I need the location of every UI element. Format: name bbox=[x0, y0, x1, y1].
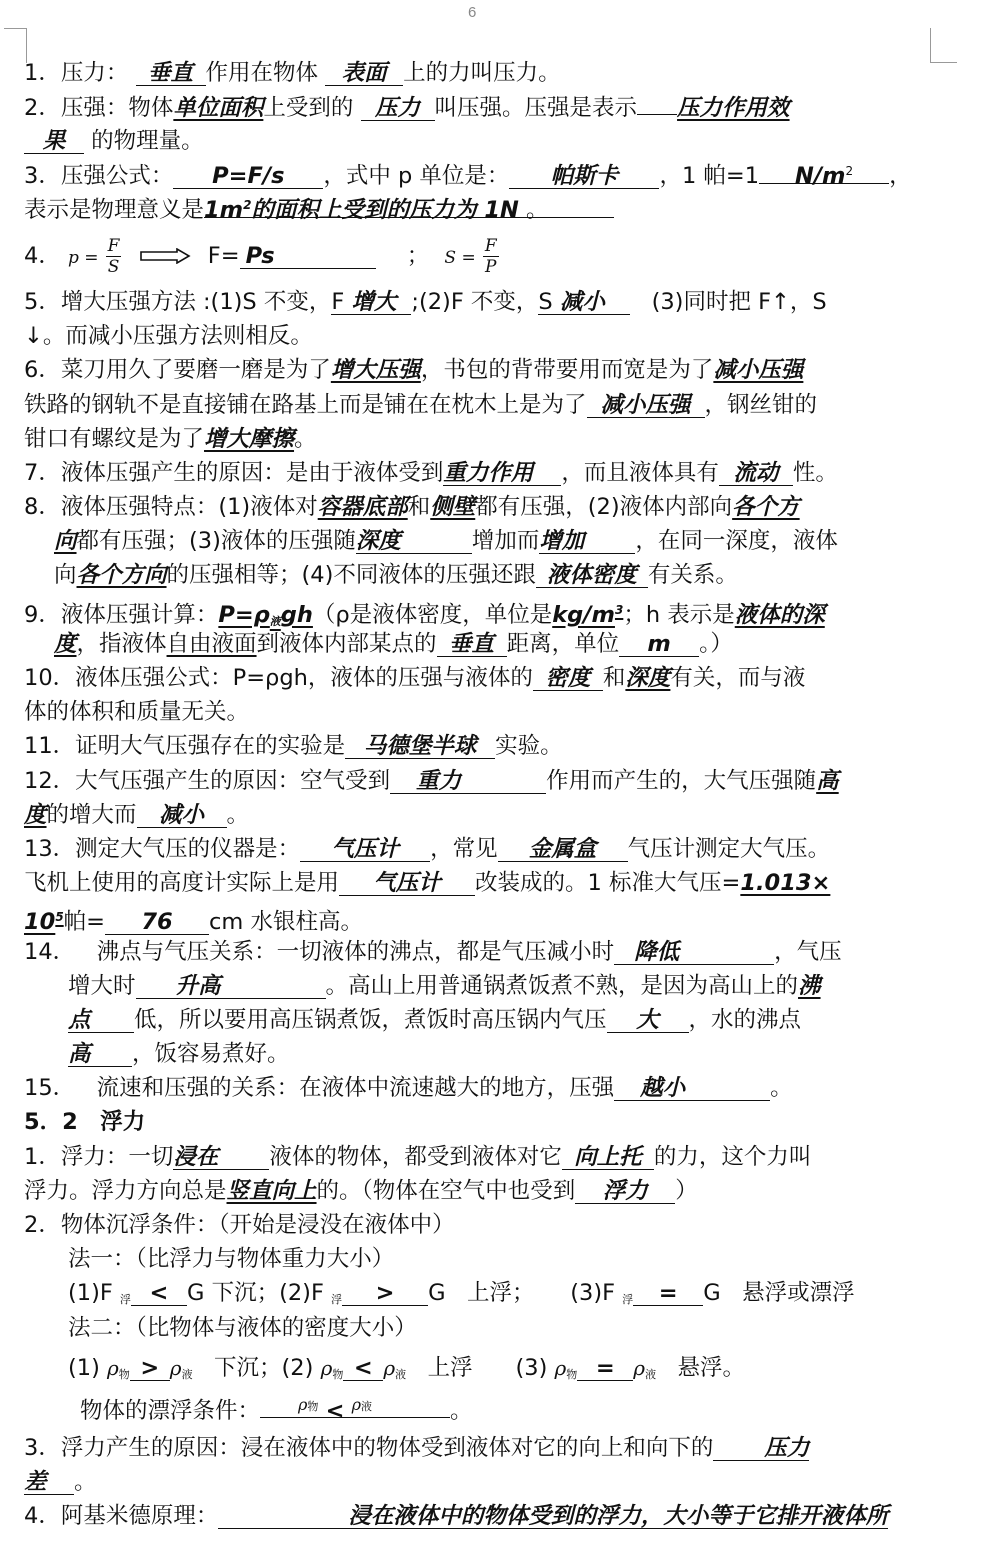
item-12: 12．大气压强产生的原因：空气受到 重力 作用而产生的，大气压强随高 bbox=[24, 767, 839, 794]
answer-blank: m bbox=[619, 632, 699, 657]
answer-blank: 表面 bbox=[325, 61, 403, 86]
float-item-2: 2．物体沉浮条件：（开始是浸没在液体中） bbox=[24, 1212, 455, 1238]
method-2: 法二：（比物体与液体的密度大小） bbox=[68, 1314, 417, 1341]
item-8: 8．液体压强特点：(1)液体对容器底部和侧壁都有压强，(2)液体内部向各个方 bbox=[24, 494, 800, 521]
answer-blank: 点 bbox=[68, 1008, 134, 1033]
answer-blank: < bbox=[131, 1281, 187, 1306]
item-10: 10．液体压强公式：P=ρgh，液体的压强与液体的 密度 和深度有关，而与液 bbox=[24, 665, 806, 691]
item-6: 6．菜刀用久了要磨一磨是为了增大压强，书包的背带要用而宽是为了减小压强 bbox=[24, 357, 804, 384]
implies-arrow-icon bbox=[139, 248, 191, 264]
answer-blank: 压力 bbox=[713, 1436, 809, 1461]
item-12-cont: 度的增大而 减小 。 bbox=[24, 801, 250, 828]
item-13: 13．测定大气压的仪器是： 气压计 ，常见 金属盒 气压计测定大气压。 bbox=[24, 835, 831, 862]
answer-blank: 马德堡半球 bbox=[345, 734, 495, 759]
answer-blank: 浮力 bbox=[575, 1179, 675, 1204]
answer-blank: S 减小 bbox=[538, 290, 630, 315]
item-5-cont: ↓。而减小压强方法则相反。 bbox=[24, 323, 313, 350]
item-13-cont2: $10^5$帕= 76 cm 水银柱高。 bbox=[24, 909, 363, 936]
crop-mark-right bbox=[930, 28, 957, 63]
item-14-cont2: 点 低，所以要用高压锅煮饭，煮饭时高压锅内气压 大 ，水的沸点 bbox=[68, 1006, 802, 1033]
answer-blank: $^{\rho 物}$ < $^{\rho 液}$ bbox=[260, 1393, 410, 1418]
answer-blank: < bbox=[343, 1356, 383, 1381]
answer-blank: 浸在液体中的物体受到的浮力，大小等于它排开液体所 bbox=[218, 1504, 888, 1529]
item-7: 7．液体压强产生的原因：是由于液体受到重力作用 ，而且液体具有 流动 性。 bbox=[24, 459, 838, 486]
fraction-f-over-p: $\frac{F}{P}$ bbox=[484, 235, 497, 277]
item-9: 9．液体压强计算：$P=\rho_液gh(\rho$是液体密度，单位是$kg/m^3$；h 表示是液体的深 bbox=[24, 601, 825, 628]
float-item-4: 4．阿基米德原理： 浸在液体中的物体受到的浮力，大小等于它排开液体所 bbox=[24, 1503, 889, 1530]
answer-blank: 76 bbox=[105, 910, 209, 935]
float-item-3: 3．浮力产生的原因：浸在液体中的物体受到液体对它的向上和向下的 压力 bbox=[24, 1434, 810, 1461]
answer-blank: 差 bbox=[24, 1470, 74, 1495]
item-6-cont: 铁路的钢轨不是直接铺在路基上而是铺在在枕木上是为了 减小压强 ，钢丝钳的 bbox=[24, 391, 818, 418]
floating-condition: 物体的漂浮条件： $^{\rho 物}$ < $^{\rho 液}$ 。 bbox=[80, 1394, 473, 1424]
document-body bbox=[24, 56, 934, 1533]
answer-blank: Ps bbox=[240, 244, 376, 269]
answer-blank: 垂直 bbox=[136, 61, 206, 86]
answer-blank: 液体密度 bbox=[536, 563, 648, 588]
float-item-3-cont: 差 。 bbox=[24, 1468, 97, 1495]
answer-blank: 压力 bbox=[361, 96, 435, 121]
item-14: 14． 沸点与气压关系：一切液体的沸点，都是气压减小时 降低 ，气压 bbox=[24, 938, 842, 965]
answer-blank: 减小压强 bbox=[587, 393, 705, 418]
item-2-cont: 果 的物理量。 bbox=[24, 124, 934, 158]
answer-blank: 帕斯卡 bbox=[509, 164, 659, 189]
item-3-cont: 表示是物理意义是$1m^2$的面积上受到的压力为 1N 。 bbox=[24, 193, 934, 227]
answer-blank: = bbox=[633, 1281, 703, 1306]
method-1-conditions: (1)F $_浮$ < G 下沉；(2)F $_浮$ > G 上浮； (3)F $_浮$ = G 悬浮或漂浮 bbox=[68, 1280, 855, 1307]
answer-blank: > bbox=[130, 1356, 170, 1381]
item-8-cont2: 向各个方向的压强相等；(4)不同液体的压强还跟 液体密度 有关系。 bbox=[54, 562, 738, 589]
answer-blank: > bbox=[342, 1281, 428, 1306]
item-4: 4． p = $\frac{F}{S}$ F= Ps ； S = $\frac{F}{P}$ bbox=[24, 235, 497, 277]
item-13-cont: 飞机上使用的高度计实际上是用 气压计 改装成的。1 标准大气压=1.013× bbox=[24, 870, 831, 897]
answer-blank: 向上托 bbox=[562, 1145, 654, 1170]
answer-blank: P=F/s bbox=[173, 164, 323, 189]
item-14-cont3: 高 ，饭容易煮好。 bbox=[68, 1041, 290, 1068]
answer-blank: F 增大 bbox=[331, 290, 411, 315]
item-1: 1．压力： 垂直 作用在物体 表面 上的力叫压力。 bbox=[24, 60, 561, 86]
answer-blank: 升高 bbox=[136, 974, 326, 999]
answer-blank: 降低 bbox=[614, 940, 774, 965]
answer-blank: 增加 bbox=[539, 529, 635, 554]
answer-blank: $N/m^2$ bbox=[759, 159, 889, 184]
item-6-cont2: 钳口有螺纹是为了增大摩擦。 bbox=[24, 425, 317, 452]
item-14-cont: 增大时 升高 。高山上用普通锅煮饭煮不熟，是因为高山上的沸 bbox=[68, 972, 821, 999]
answer: 压力作用效 bbox=[677, 95, 790, 122]
answer-blank: 深度 bbox=[356, 529, 472, 554]
item-9-cont: 度，指液体自由液面到液体内部某点的 垂直 距离，单位 m 。） bbox=[54, 630, 733, 657]
method-1: 法一：（比浮力与物体重力大小） bbox=[68, 1246, 395, 1273]
answer-blank: 气压计 bbox=[339, 871, 475, 896]
answer-blank: 垂直 bbox=[437, 632, 507, 657]
answer: 单位面积 bbox=[173, 95, 264, 122]
item-15: 15． 流速和压强的关系：在液体中流速越大的地方，压强 越小 。 bbox=[24, 1075, 793, 1102]
answer-blank: 重力作用 bbox=[443, 461, 561, 486]
method-2-conditions: (1) $\rho_物 > \rho_液$ 下沉；(2) $\rho_物 < \rho_液$ 上浮 (3) $\rho_物 = \rho_液$ 悬浮。 bbox=[68, 1354, 746, 1381]
answer-blank: 果 bbox=[24, 129, 84, 154]
item-3: 3．压强公式： P=F/s ，式中 p 单位是： 帕斯卡 ，1 帕=1 $N/m^2$ ， bbox=[24, 159, 934, 193]
float-item-1-cont: 浮力。浮力方向总是竖直向上的。（物体在空气中也受到 浮力 ） bbox=[24, 1177, 698, 1204]
answer-blank: 密度 bbox=[533, 666, 603, 691]
answer-blank: 金属盒 bbox=[498, 837, 628, 862]
answer-blank: 高 bbox=[68, 1042, 132, 1067]
fraction-f-over-s: $\frac{F}{S}$ bbox=[107, 235, 120, 277]
answer-blank: $1m^2$的面积上受到的压力为 1N 。 bbox=[204, 193, 614, 218]
float-item-1: 1．浮力：一切浸在 液体的物体，都受到液体对它 向上托 的力，这个力叫 bbox=[24, 1143, 812, 1170]
item-11: 11．证明大气压强存在的实验是 马德堡半球 实验。 bbox=[24, 733, 563, 760]
section-heading: 5．2 浮力 bbox=[24, 1109, 146, 1136]
item-2: 2．压强：物体单位面积上受到的 压力 叫压强。压强是表示 压力作用效 bbox=[24, 90, 934, 124]
item-5: 5．增大压强方法 :(1)S 不变，F 增大 ;(2)F 不变，S 减小 (3)同时把 F↑，S bbox=[24, 288, 827, 315]
answer-blank: 浸在 bbox=[173, 1145, 269, 1170]
answer-blank: 大 bbox=[607, 1008, 689, 1033]
page-number: 6 bbox=[468, 4, 477, 21]
answer-blank: 气压计 bbox=[300, 837, 430, 862]
answer-blank: 减小 bbox=[137, 803, 227, 828]
item-8-cont: 向都有压强；(3)液体的压强随深度 增加而增加 ，在同一深度，液体 bbox=[54, 528, 838, 555]
answer-blank: = bbox=[577, 1356, 633, 1381]
answer-blank: 越小 bbox=[614, 1076, 770, 1101]
item-10-cont: 体的体积和质量无关。 bbox=[24, 699, 250, 726]
answer-blank: 流动 bbox=[719, 461, 793, 486]
answer-blank: 重力 bbox=[390, 769, 546, 794]
